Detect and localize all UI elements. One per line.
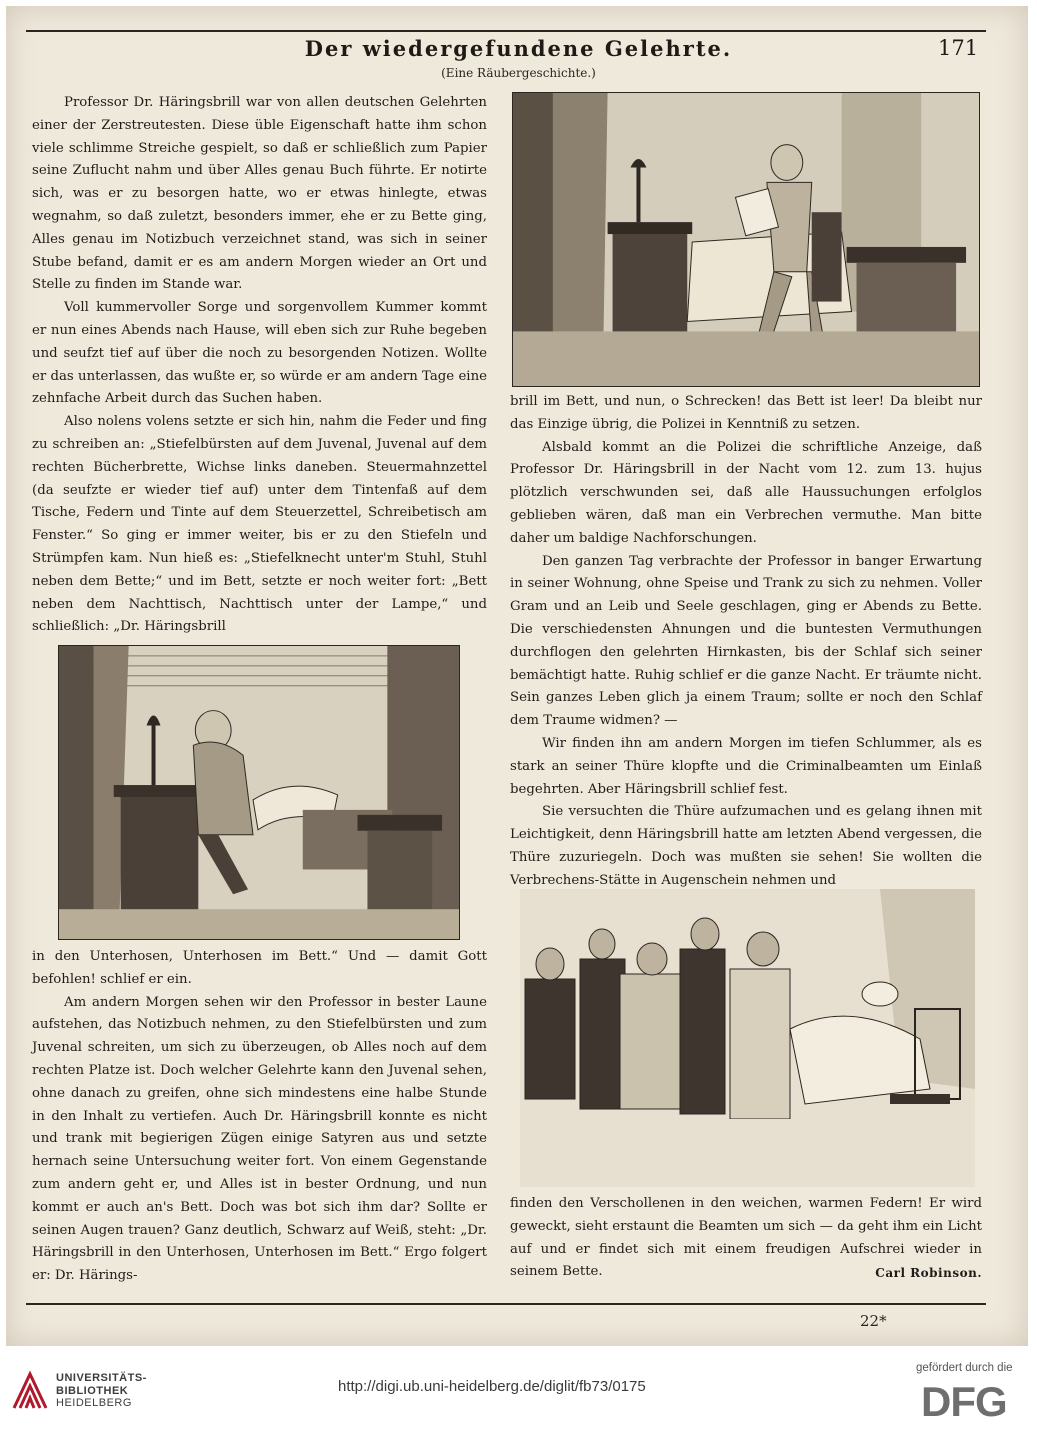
footer xyxy=(0,1352,1037,1437)
paragraph: Den ganzen Tag verbrachte der Professor in banger Erwartung in seiner Wohnung, ohne Speise und Trank zu sich zu nehmen. Voller Gram und an Leib und Seele geschlagen, ging er Abends zu Bette. Die verschiedensten Ahnungen und die buntesten Vermuthungen durchflogen den gelehrten Hirnkasten, bis der Schlaf sich seiner bemächtigt hatte. Ruhig schlief er die ganze Nacht. Er träumte nicht. Sein ganzes Leben glich ja einem Traum; sollte er noch den Schlaf dem Traume widmen? — xyxy=(510,553,982,729)
library-line: HEIDELBERG xyxy=(56,1397,132,1409)
paragraph: Voll kummervoller Sorge und sorgenvollem Kummer kommt er nun eines Abends nach Hause, will eben sich zur Ruhe begeben und seufzt tief auf über die noch zu besorgenden Notizen. Wollte er das unterlassen, das wußte er, so würde er am andern Tage eine zehnfache Arbeit durch das Suchen haben. xyxy=(32,300,487,407)
page-title: Der wiedergefundene Gelehrte. xyxy=(304,36,733,61)
illustration-police-at-bed xyxy=(520,889,975,1187)
top-rule xyxy=(26,30,986,32)
right-column-bottom xyxy=(510,1193,982,1285)
illustration-empty-bed xyxy=(512,92,980,387)
university-name[interactable] xyxy=(56,1372,147,1410)
page-subtitle: (Eine Räubergeschichte.) xyxy=(441,66,596,80)
author-signature: Carl Robinson. xyxy=(875,1266,982,1281)
left-column-top xyxy=(32,92,487,639)
permalink-url[interactable]: http://digi.ub.uni-heidelberg.de/diglit/fb73/0175 xyxy=(338,1378,646,1395)
page-number: 171 xyxy=(938,36,979,60)
dfg-logo[interactable]: DFG xyxy=(921,1378,1007,1425)
left-column-bottom xyxy=(32,946,487,1288)
paragraph: in den Unterhosen, Unterhosen im Bett.“ Und — damit Gott befohlen! schlief er ein. xyxy=(32,949,487,987)
paragraph: Sie versuchten die Thüre aufzumachen und es gelang ihnen mit Leichtigkeit, denn Häringsbrill hatte am letzten Abend vergessen, die Thüre zuzuriegeln. Doch was mußten sie sehen! Sie wollten die Verbrechens-Stätte in Augenschein nehmen und xyxy=(510,804,982,888)
paragraph: brill im Bett, und nun, o Schrecken! das Bett ist leer! Da bleibt nur das Einzige übrig, die Polizei in Kenntniß zu setzen. xyxy=(510,394,982,432)
library-line: UNIVERSITÄTS- xyxy=(56,1372,147,1384)
funding-note: gefördert durch die xyxy=(916,1362,1013,1374)
library-line: BIBLIOTHEK xyxy=(56,1384,129,1397)
paragraph: Am andern Morgen sehen wir den Professor in bester Laune aufstehen, das Notizbuch nehmen, zu den Stiefelbürsten und zum Juvenal schreiten, um sich zu überzeugen, ob Alles noch auf dem rechten Platze ist. Doch welcher Gelehrte kann den Juvenal sehen, ohne danach zu greifen, ohne sich mindestens eine halbe Stunde in den Inhalt zu vertiefen. Auch Dr. Häringsbrill konnte es nicht und trank mit begierigen Zügen einige Satyren aus und setzte hernach seine Untersuchung weiter fort. Von einem Gegenstande zum andern geht er, und Alles ist in bester Ordnung, und nun kommt er auch an's Bett. Doch was bot sich ihm dar? Sollte er seinen Augen trauen? Ganz deutlich, Schwarz auf Weiß, steht: „Dr. Häringsbrill in den Unterhosen, Unterhosen im Bett.“ Ergo folgert er: Dr. Härings- xyxy=(32,994,487,1284)
university-logo-icon xyxy=(12,1370,48,1410)
paragraph: Also nolens volens setzte er sich hin, nahm die Feder und fing zu schreiben an: „Stiefelbürsten auf dem Juvenal, Juvenal auf dem rechten Bücherbrette, Wichse links daneben. Steuermahnzettel (da seufzte er wieder tief auf) unter dem Tintenfaß auf dem Tische, Federn und Tinte auf dem Steuerzettel, Schreibetisch am Fenster.“ So ging er immer weiter, bis er zu den Stiefeln und Strümpfen kam. Nun hieß es: „Stiefelknecht unter'm Stuhl, Stuhl neben dem Bette;“ und im Bett, setzte er noch weiter fort: „Bett neben dem Nachttisch, Nachttisch unter der Lampe,“ und schließlich: „Dr. Häringsbrill xyxy=(32,414,487,635)
printer-signature-mark: 22* xyxy=(860,1312,887,1330)
paragraph: Alsbald kommt an die Polizei die schriftliche Anzeige, daß Professor Dr. Häringsbrill in der Nacht vom 12. zum 13. hujus plötzlich verschwunden sei, daß alle Haussuchungen erfolglos geblieben wären, daß man ein Verbrechen vermuthe. Man bitte daher um baldige Nachforschungen. xyxy=(510,439,982,546)
paragraph: finden den Verschollenen in den weichen, warmen Federn! Er wird geweckt, sieht erstaunt die Beamten um sich — da geht ihm ein Licht auf und er findet sich mit einem freudigen Aufschrei wieder in seinem Bette. xyxy=(510,1196,982,1280)
paragraph: Wir finden ihn am andern Morgen im tiefen Schlummer, als es stark an seiner Thüre klopfte und die Criminalbeamten um Einlaß begehrten. Aber Häringsbrill schlief fest. xyxy=(510,735,982,797)
illustration-scholar-writing xyxy=(58,645,460,940)
bottom-rule xyxy=(26,1303,986,1305)
paragraph: Professor Dr. Häringsbrill war von allen deutschen Gelehrten einer der Zerstreutesten. Diese üble Eigenschaft hatte ihm schon viele schlimme Streiche gespielt, so daß er schließlich zum Papier seine Zuflucht nahm und über Alles genau Buch führte. Er notirte sich, was er zu besorgen hatte, wo er etwas hinlegte, etwas wegnahm, so daß zuletzt, besonders immer, ehe er zu Bette ging, Alles genau im Notizbuch verzeichnet stand, was sich in seiner Stube befand, damit er es am andern Morgen wieder an Ort und Stelle zu finden im Stande war. xyxy=(32,95,487,293)
right-column-middle xyxy=(510,391,982,893)
